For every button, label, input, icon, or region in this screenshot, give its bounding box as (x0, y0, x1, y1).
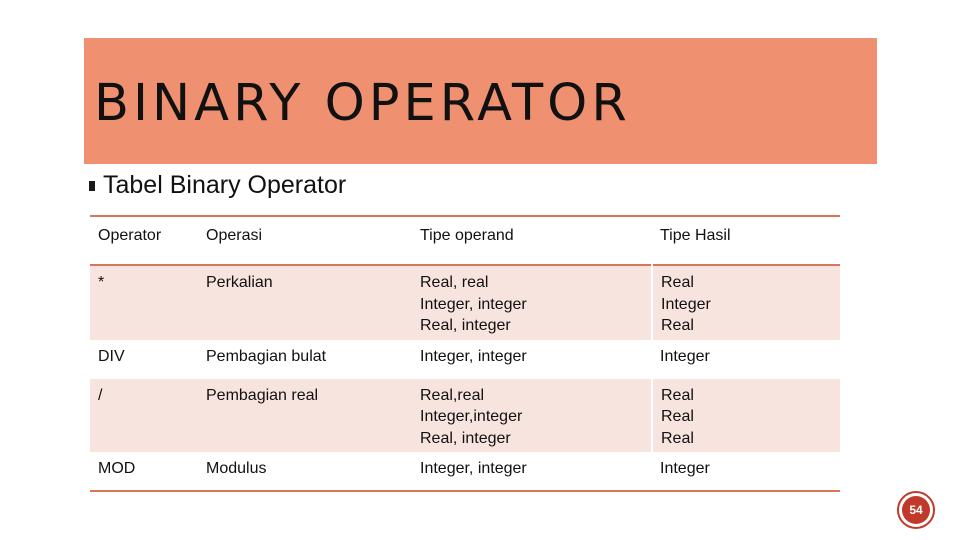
operand-line: Real,real (420, 386, 485, 404)
cell-operand (412, 379, 652, 453)
operand-line: Integer,integer (420, 408, 523, 425)
operand-line: Real, real (420, 274, 489, 291)
operand-line: Integer, integer (420, 347, 527, 365)
cell-operasi: Perkalian (198, 265, 412, 340)
cell-operand (412, 452, 652, 491)
hasil-line: Real (661, 408, 694, 425)
cell-operator: DIV (98, 347, 125, 365)
table-header-row (90, 216, 840, 265)
hasil-line: Integer (660, 347, 710, 365)
slide-title: BINARY OPERATOR (94, 74, 631, 133)
table-row (90, 340, 840, 379)
cell-operator: MOD (98, 460, 136, 477)
hasil-line: Integer (661, 295, 711, 313)
cell-operand (412, 340, 652, 379)
bullet-text: Tabel Binary Operator (103, 171, 347, 199)
header-operasi: Operasi (206, 227, 263, 244)
cell-operasi: Pembagian bulat (206, 347, 327, 365)
hasil-line: Real (661, 274, 694, 291)
operand-line: Real, integer (420, 317, 511, 334)
title-band (84, 38, 877, 164)
page-number: 54 (909, 503, 923, 517)
operand-line: Integer, integer (420, 460, 527, 477)
table-row (90, 379, 840, 453)
header-tipe-operand: Tipe operand (420, 227, 514, 244)
operand-line: Integer, integer (420, 295, 527, 313)
hasil-line: Real (661, 317, 694, 334)
hasil-line: Real (661, 429, 694, 447)
hasil-line: Integer (660, 460, 710, 477)
square-bullet-icon (89, 181, 95, 191)
cell-operand (412, 265, 652, 340)
header-tipe-hasil: Tipe Hasil (660, 227, 731, 244)
cell-hasil (652, 340, 840, 379)
bullet-point (89, 171, 346, 200)
cell-operasi: Pembagian real (198, 379, 412, 453)
cell-hasil (652, 265, 840, 340)
operand-line: Real, integer (420, 429, 511, 447)
cell-operator: * (90, 265, 198, 340)
cell-operator: / (90, 379, 198, 453)
table-row (90, 265, 840, 340)
cell-hasil (652, 379, 840, 453)
cell-operasi: Modulus (206, 460, 267, 477)
header-operator: Operator (98, 227, 162, 244)
cell-hasil (652, 452, 840, 491)
binary-operator-table (90, 215, 840, 492)
table-row (90, 452, 840, 491)
hasil-line: Real (661, 386, 694, 404)
